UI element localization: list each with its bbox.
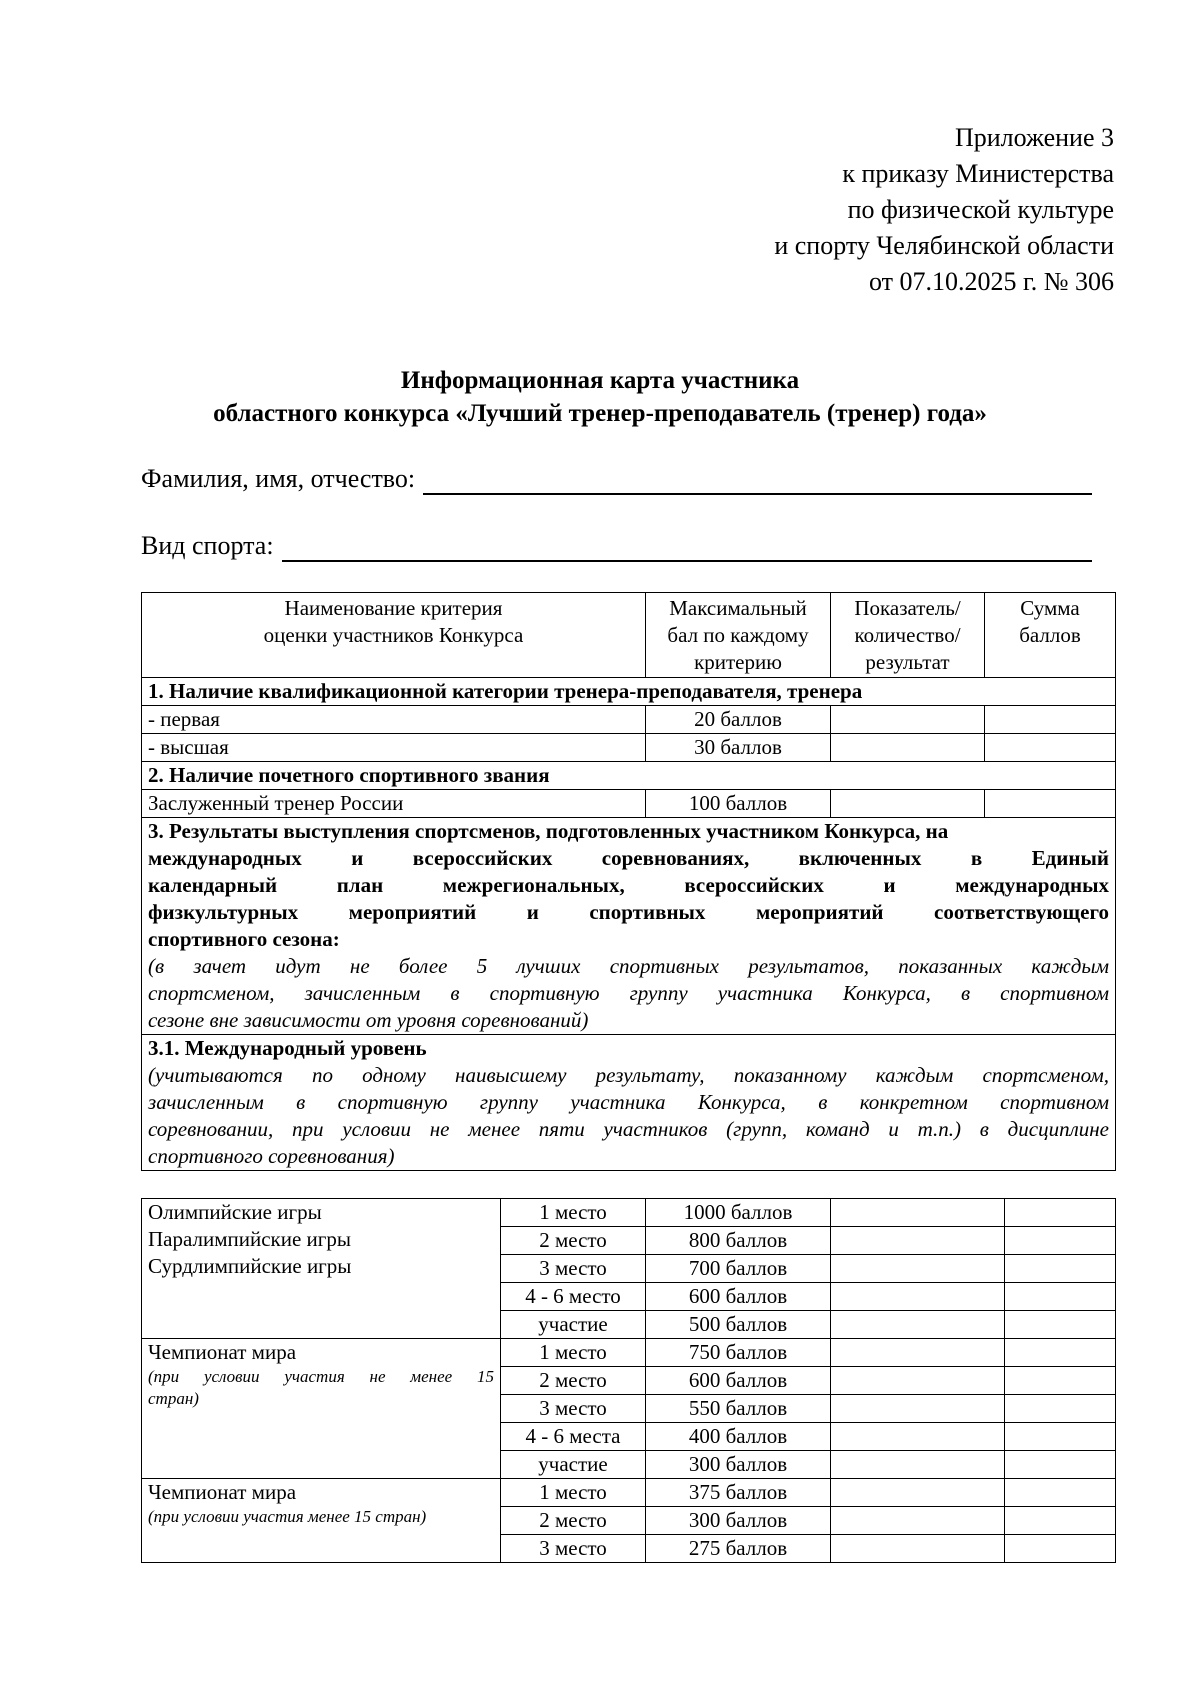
title-line: Информационная карта участника <box>400 367 800 394</box>
fio-blank-line[interactable] <box>423 467 1092 495</box>
results-table <box>141 1198 1116 1563</box>
place-cell: 2 место <box>501 1507 646 1535</box>
place-cell: 4 - 6 место <box>501 1283 646 1311</box>
sum-input-cell[interactable] <box>1005 1479 1116 1507</box>
points-cell: 750 баллов <box>646 1339 831 1367</box>
indicator-input-cell[interactable] <box>831 1395 1005 1423</box>
header-max-points: Максимальный бал по каждому критерию <box>646 593 831 678</box>
criterion-cell: Заслуженный тренер России <box>142 790 646 818</box>
sum-input-cell[interactable] <box>1005 1535 1116 1563</box>
points-cell: 275 баллов <box>646 1535 831 1563</box>
appendix-block <box>774 120 1114 300</box>
place-cell: 1 место <box>501 1339 646 1367</box>
fio-field[interactable] <box>141 463 1092 495</box>
section-row <box>142 1035 1116 1171</box>
sum-input-cell[interactable] <box>1005 1199 1116 1227</box>
points-cell: 375 баллов <box>646 1479 831 1507</box>
place-cell: 3 место <box>501 1535 646 1563</box>
header-sum: Сумма баллов <box>985 593 1116 678</box>
indicator-input-cell[interactable] <box>831 1451 1005 1479</box>
sum-input-cell[interactable] <box>1005 1283 1116 1311</box>
competition-name-cell: Олимпийские игры Паралимпийские игры Сурдлимпийские игры <box>142 1199 501 1339</box>
indicator-input-cell[interactable] <box>831 1507 1005 1535</box>
sum-input-cell[interactable] <box>985 790 1116 818</box>
sum-input-cell[interactable] <box>1005 1227 1116 1255</box>
points-cell: 30 баллов <box>646 734 831 762</box>
document-title <box>0 364 1200 430</box>
section-row <box>142 762 1116 790</box>
table-row <box>142 706 1116 734</box>
appendix-line: Приложение 3 <box>954 123 1114 152</box>
sum-input-cell[interactable] <box>1005 1423 1116 1451</box>
fio-label: Фамилия, имя, отчество: <box>141 464 416 493</box>
points-cell: 300 баллов <box>646 1451 831 1479</box>
indicator-input-cell[interactable] <box>831 1535 1005 1563</box>
section-2-title: 2. Наличие почетного спортивного звания <box>142 762 1116 790</box>
place-cell: участие <box>501 1311 646 1339</box>
section-row <box>142 678 1116 706</box>
sum-input-cell[interactable] <box>985 706 1116 734</box>
appendix-line: и спорту Челябинской области <box>774 231 1114 260</box>
indicator-input-cell[interactable] <box>831 790 985 818</box>
sum-input-cell[interactable] <box>1005 1367 1116 1395</box>
place-cell: 4 - 6 места <box>501 1423 646 1451</box>
place-cell: 2 место <box>501 1227 646 1255</box>
indicator-input-cell[interactable] <box>831 706 985 734</box>
table-row <box>142 734 1116 762</box>
indicator-input-cell[interactable] <box>831 1367 1005 1395</box>
points-cell: 300 баллов <box>646 1507 831 1535</box>
place-cell: 3 место <box>501 1395 646 1423</box>
points-cell: 800 баллов <box>646 1227 831 1255</box>
sport-blank-line[interactable] <box>282 534 1092 562</box>
table-row <box>142 1199 1116 1227</box>
points-cell: 20 баллов <box>646 706 831 734</box>
place-cell: участие <box>501 1451 646 1479</box>
points-cell: 500 баллов <box>646 1311 831 1339</box>
table-header-row <box>142 593 1116 678</box>
appendix-line: от 07.10.2025 г. № 306 <box>868 267 1114 296</box>
place-cell: 3 место <box>501 1255 646 1283</box>
sum-input-cell[interactable] <box>985 734 1116 762</box>
section-3-description: 3. Результаты выступления спортсменов, подготовленных участником Конкурса, на международных и всероссийских соревнованиях, включенных в Единый календарный план межрегиональных, всероссийских и международных физкультурных мероприятий и спортивных мероприятий соответствующего спортивного сезона: (в зачет идут не более 5 лучших спортивных результатов, показанных каждым спортсменом, зачисленным в спортивную группу участника Конкурса, в спортивном сезоне вне зависимости от уровня соревнований) <box>142 818 1116 1035</box>
indicator-input-cell[interactable] <box>831 1339 1005 1367</box>
sum-input-cell[interactable] <box>1005 1451 1116 1479</box>
points-cell: 100 баллов <box>646 790 831 818</box>
appendix-line: к приказу Министерства <box>842 159 1114 188</box>
points-cell: 550 баллов <box>646 1395 831 1423</box>
points-cell: 600 баллов <box>646 1367 831 1395</box>
sum-input-cell[interactable] <box>1005 1507 1116 1535</box>
sport-label: Вид спорта: <box>141 531 274 560</box>
section-3-1-description: 3.1. Международный уровень (учитываются по одному наивысшему результату, показанному каждым спортсменом, зачисленным в спортивную группу участника Конкурса, в конкретном спортивном соревновании, при условии не менее пяти участников (групп, команд и т.п.) в дисциплине спортивного соревнования) <box>142 1035 1116 1171</box>
sum-input-cell[interactable] <box>1005 1311 1116 1339</box>
indicator-input-cell[interactable] <box>831 1199 1005 1227</box>
place-cell: 2 место <box>501 1367 646 1395</box>
criterion-cell: - высшая <box>142 734 646 762</box>
indicator-input-cell[interactable] <box>831 1227 1005 1255</box>
table-row <box>142 790 1116 818</box>
table-row <box>142 1339 1116 1367</box>
indicator-input-cell[interactable] <box>831 1311 1005 1339</box>
criterion-cell: - первая <box>142 706 646 734</box>
indicator-input-cell[interactable] <box>831 1255 1005 1283</box>
points-cell: 700 баллов <box>646 1255 831 1283</box>
sum-input-cell[interactable] <box>1005 1255 1116 1283</box>
table-row <box>142 1479 1116 1507</box>
header-criterion: Наименование критерия оценки участников Конкурса <box>142 593 646 678</box>
place-cell: 1 место <box>501 1199 646 1227</box>
header-indicator: Показатель/ количество/ результат <box>831 593 985 678</box>
criteria-table <box>141 592 1116 1171</box>
place-cell: 1 место <box>501 1479 646 1507</box>
title-line: областного конкурса «Лучший тренер-преподаватель (тренер) года» <box>213 400 987 427</box>
sport-field[interactable] <box>141 530 1092 562</box>
sum-input-cell[interactable] <box>1005 1395 1116 1423</box>
indicator-input-cell[interactable] <box>831 1479 1005 1507</box>
sum-input-cell[interactable] <box>1005 1339 1116 1367</box>
appendix-line: по физической культуре <box>847 195 1114 224</box>
section-1-title: 1. Наличие квалификационной категории тренера-преподавателя, тренера <box>142 678 1116 706</box>
indicator-input-cell[interactable] <box>831 1283 1005 1311</box>
indicator-input-cell[interactable] <box>831 734 985 762</box>
points-cell: 400 баллов <box>646 1423 831 1451</box>
points-cell: 1000 баллов <box>646 1199 831 1227</box>
points-cell: 600 баллов <box>646 1283 831 1311</box>
indicator-input-cell[interactable] <box>831 1423 1005 1451</box>
competition-name-cell: Чемпионат мира (при условии участия менее 15 стран) <box>142 1479 501 1563</box>
section-row <box>142 818 1116 1035</box>
competition-name-cell: Чемпионат мира (при условии участия не менее 15 стран) <box>142 1339 501 1479</box>
